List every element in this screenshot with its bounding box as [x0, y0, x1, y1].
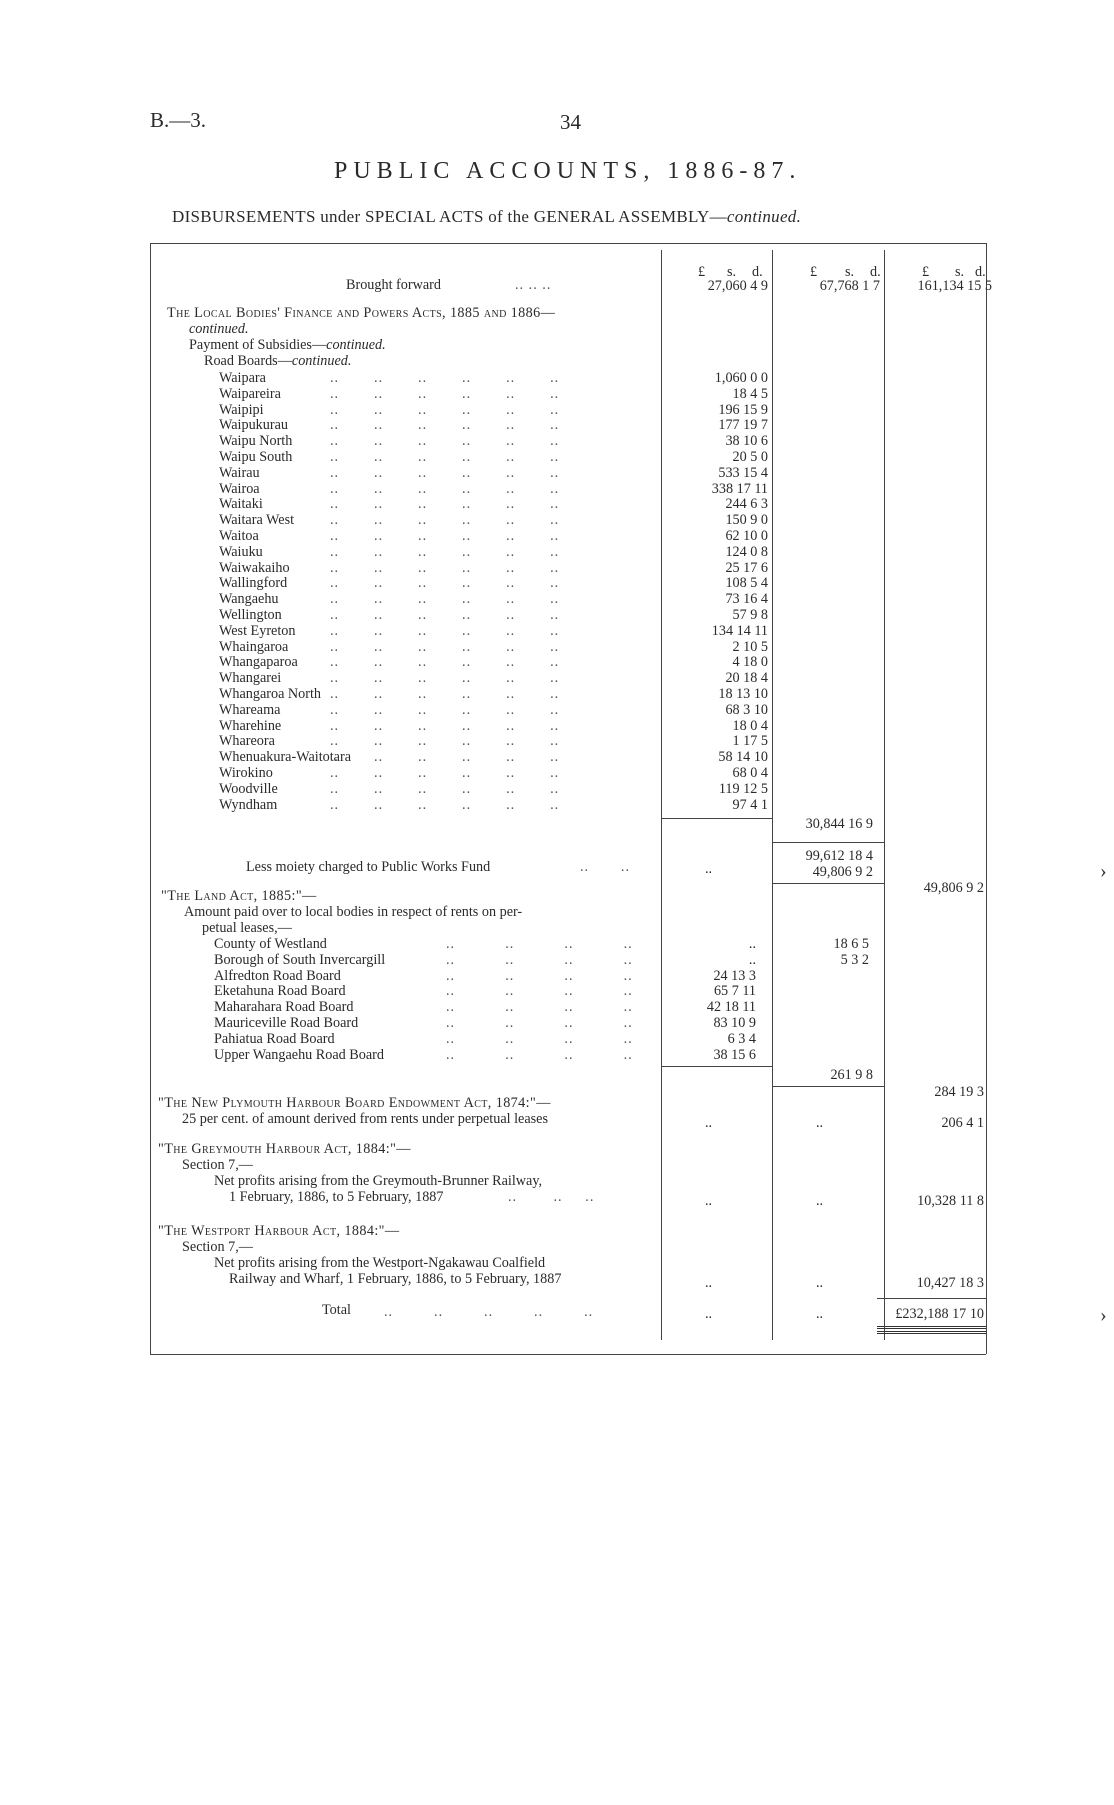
road-boards-total: 99,612 18 4 [805, 848, 873, 864]
leader-dots: .. .. .. .. [446, 999, 633, 1015]
road-board-name: West Eyreton [219, 623, 296, 639]
road-board-amount: 73 16 4 [725, 591, 768, 607]
road-board-name: Waiwakaiho [219, 560, 290, 576]
leader-dots: .. .. .. .. .. .. [330, 370, 560, 386]
road-board-name: Waitoa [219, 528, 259, 544]
greymouth-col2: .. [816, 1193, 824, 1209]
subtitle-main: DISBURSEMENTS under SPECIAL ACTS of the GENERAL ASSEMBLY— [172, 207, 727, 226]
leader-dots: .. .. .. .. .. .. [330, 686, 560, 702]
road-board-name: Wairau [219, 465, 260, 481]
local-bodies-net: 49,806 9 2 [923, 880, 984, 896]
road-board-name: Whaingaroa [219, 639, 289, 655]
leader-dots: .. .. .. .. .. .. [330, 733, 560, 749]
land-act-body-name: Pahiatua Road Board [214, 1031, 335, 1047]
leader-dots: .. .. .. .. .. .. [330, 449, 560, 465]
subtitle-continued: continued. [726, 207, 802, 226]
greymouth-desc-2: 1 February, 1886, to 5 February, 1887 [229, 1189, 444, 1205]
westport-desc-2: Railway and Wharf, 1 February, 1886, to 5 February, 1887 [229, 1271, 562, 1287]
road-board-amount: 38 10 6 [725, 433, 768, 449]
road-board-name: Wallingford [219, 575, 288, 591]
leader-dots: .. .. .. .. .. .. [330, 496, 560, 512]
road-boards-sum-rule [661, 818, 772, 819]
road-board-amount: 119 12 5 [718, 781, 768, 797]
land-act-col1: 38 15 6 [713, 1047, 756, 1063]
road-board-amount: 57 9 8 [732, 607, 768, 623]
page-subtitle [172, 207, 801, 227]
road-board-amount: 196 15 9 [718, 402, 768, 418]
road-board-name: Wangaehu [219, 591, 279, 607]
new-plymouth-desc: 25 per cent. of amount derived from rents under perpetual leases [182, 1111, 548, 1127]
new-plymouth-col1: .. [705, 1115, 713, 1131]
grand-total-col1: .. [705, 1306, 713, 1322]
leader-dots: .. .. .. .. .. .. [330, 402, 560, 418]
leader-dots: .. .. .. .. .. .. [330, 718, 560, 734]
road-board-name: Wairoa [219, 481, 260, 497]
land-act-body-name: County of Westland [214, 936, 327, 952]
land-act-total: 284 19 3 [934, 1084, 984, 1100]
land-act-body-name: Borough of South Invercargill [214, 952, 386, 968]
land-act-desc-1: Amount paid over to local bodies in respect of rents on per- [184, 904, 523, 920]
road-board-amount: 97 4 1 [732, 797, 768, 813]
payment-label: Payment of Subsidies— [189, 337, 327, 353]
leader-dots: .. .. .. .. .. .. [330, 765, 560, 781]
road-board-amount: 25 17 6 [725, 560, 768, 576]
road-boards-subtotal: 30,844 16 9 [805, 816, 873, 832]
road-board-amount: 18 13 10 [718, 686, 768, 702]
greymouth-desc-1: Net profits arising from the Greymouth-Brunner Railway, [214, 1173, 543, 1189]
leader-dots: .. .. .. .. [446, 968, 633, 984]
brought-forward-label: Brought forward [346, 277, 441, 293]
westport-section: Section 7,— [182, 1239, 253, 1255]
leader-dots: .. .. .. .. .. .. [330, 749, 560, 765]
road-board-amount: 124 0 8 [725, 544, 768, 560]
less-moiety-label: Less moiety charged to Public Works Fund [246, 859, 491, 875]
road-board-name: Waipareira [219, 386, 281, 402]
col1-shilling-header: s. [727, 264, 737, 280]
leader-dots: .. .. .. .. [446, 983, 633, 999]
road-board-name: Wellington [219, 607, 282, 623]
road-board-amount: 68 0 4 [732, 765, 768, 781]
less-moiety-dots: .. .. [580, 859, 631, 875]
col2-shilling-header: s. [845, 264, 855, 280]
land-act-total-rule [772, 1086, 884, 1087]
brought-forward-col1: 27,060 4 9 [707, 278, 768, 294]
road-boards-subheading [204, 353, 351, 369]
road-board-name: Whangarei [219, 670, 282, 686]
leader-dots: .. .. .. .. [446, 1015, 633, 1031]
leader-dots: .. .. .. .. .. .. [330, 623, 560, 639]
road-board-amount: 20 5 0 [732, 449, 768, 465]
net-rule [772, 883, 884, 884]
greymouth-col1: .. [705, 1193, 713, 1209]
leader-dots: .. .. .. .. .. .. [330, 575, 560, 591]
col2-pound-header: £ [810, 264, 818, 280]
road-board-name: Waipukurau [219, 417, 288, 433]
road-board-amount: 62 10 0 [725, 528, 768, 544]
road-board-amount: 2 10 5 [732, 639, 768, 655]
land-act-col1: .. [748, 936, 756, 952]
road-board-amount: 20 18 4 [725, 670, 768, 686]
road-board-name: Whareama [219, 702, 281, 718]
road-board-name: Waipara [219, 370, 266, 386]
road-board-amount: 150 9 0 [725, 512, 768, 528]
less-moiety-col1-blank: .. [705, 861, 713, 877]
col1-pound-header: £ [698, 264, 706, 280]
road-board-name: Wyndham [219, 797, 278, 813]
brought-forward-col2: 67,768 1 7 [819, 278, 880, 294]
col3-rule [884, 250, 885, 1340]
road-board-amount: 18 4 5 [732, 386, 768, 402]
road-board-amount: 58 14 10 [718, 749, 768, 765]
greymouth-amount: 10,328 11 8 [917, 1193, 984, 1209]
land-act-col2: 18 6 5 [833, 936, 869, 952]
road-board-name: Whangaparoa [219, 654, 298, 670]
leader-dots: .. .. .. .. .. .. [330, 512, 560, 528]
land-act-col1: 65 7 11 [713, 983, 756, 999]
page-number: 34 [560, 110, 581, 134]
less-moiety-rule [772, 842, 884, 843]
land-act-sum-rule [661, 1066, 772, 1067]
land-act-col1: 42 18 11 [706, 999, 756, 1015]
grand-total-col2: .. [816, 1306, 824, 1322]
westport-desc-1: Net profits arising from the Westport-Ngakawau Coalfield [214, 1255, 546, 1271]
road-board-amount: 244 6 3 [725, 496, 768, 512]
road-boards-label: Road Boards— [204, 353, 292, 369]
land-act-body-name: Mauriceville Road Board [214, 1015, 359, 1031]
leader-dots: .. .. .. .. .. .. [330, 528, 560, 544]
local-bodies-heading: The Local Bodies' Finance and Powers Acts, 1885 and 1886— [167, 305, 556, 321]
land-act-col1: 83 10 9 [713, 1015, 756, 1031]
land-act-body-name: Eketahuna Road Board [214, 983, 346, 999]
leader-dots: .. .. .. .. .. .. [330, 607, 560, 623]
road-board-amount: 68 3 10 [725, 702, 768, 718]
road-board-name: Waiuku [219, 544, 263, 560]
leader-dots: .. .. .. .. [446, 952, 633, 968]
col3-pence-header: d. [975, 264, 986, 280]
westport-heading: "The Westport Harbour Act, 1884:"— [158, 1223, 400, 1239]
margin-mark-1: › [1100, 860, 1107, 882]
leader-dots: .. .. .. .. .. .. [330, 781, 560, 797]
col2-rule [772, 250, 773, 1340]
leader-dots: .. .. .. .. .. .. [330, 702, 560, 718]
leader-dots: .. .. .. .. [446, 1047, 633, 1063]
margin-mark-2: › [1100, 1304, 1107, 1326]
road-board-amount: 1,060 0 0 [714, 370, 768, 386]
leader-dots: .. .. .. .. .. .. [330, 670, 560, 686]
col3-shilling-header: s. [955, 264, 965, 280]
road-boards-continued: continued. [291, 353, 352, 369]
westport-col2: .. [816, 1275, 824, 1291]
land-act-col1: .. [748, 952, 756, 968]
grand-total-double-rule [877, 1326, 986, 1329]
land-act-body-name: Upper Wangaehu Road Board [214, 1047, 384, 1063]
leader-dots: .. .. .. .. .. .. [330, 654, 560, 670]
less-moiety-amount: 49,806 9 2 [812, 864, 873, 880]
leader-dots: .. .. .. .. .. .. [330, 591, 560, 607]
new-plymouth-heading: "The New Plymouth Harbour Board Endowment Act, 1874:"— [158, 1095, 551, 1111]
grand-total-dots: .. .. .. .. .. [384, 1304, 594, 1320]
new-plymouth-col2: .. [816, 1115, 824, 1131]
road-board-amount: 338 17 11 [711, 481, 768, 497]
land-act-col1: 24 13 3 [713, 968, 756, 984]
new-plymouth-amount: 206 4 1 [941, 1115, 984, 1131]
road-board-amount: 18 0 4 [732, 718, 768, 734]
local-bodies-continued: continued. [189, 321, 249, 337]
leader-dots: .. .. .. .. .. .. [330, 465, 560, 481]
land-act-body-name: Alfredton Road Board [214, 968, 341, 984]
grand-total-label: Total [322, 1302, 351, 1318]
road-board-amount: 4 18 0 [732, 654, 768, 670]
land-act-col1: 6 3 4 [727, 1031, 756, 1047]
road-board-amount: 533 15 4 [718, 465, 768, 481]
leader-dots: .. .. .. .. .. .. [330, 639, 560, 655]
leader-dots: .. .. .. .. .. .. [330, 386, 560, 402]
greymouth-dots: .. .. .. [508, 1189, 595, 1205]
table-right-rule [986, 243, 987, 1354]
payment-of-subsidies [189, 337, 386, 353]
brought-forward-col3: 161,134 15 5 [917, 278, 992, 294]
grand-total-amount: £232,188 17 10 [895, 1306, 984, 1322]
grand-total-double-rule-2 [877, 1331, 986, 1334]
land-act-col2: 5 3 2 [840, 952, 869, 968]
road-board-amount: 1 17 5 [732, 733, 768, 749]
road-board-amount: 108 5 4 [725, 575, 768, 591]
leader-dots: .. .. .. .. .. .. [330, 433, 560, 449]
brought-forward-dots: .. .. .. [515, 277, 552, 293]
col3-pound-header: £ [922, 264, 930, 280]
leader-dots: .. .. .. .. .. .. [330, 544, 560, 560]
greymouth-section: Section 7,— [182, 1157, 253, 1173]
table-bottom-rule [150, 1354, 986, 1355]
land-act-heading: "The Land Act, 1885:"— [161, 888, 317, 904]
land-act-desc-2: petual leases,— [202, 920, 292, 936]
road-board-name: Woodville [219, 781, 278, 797]
page-title: PUBLIC ACCOUNTS, 1886-87. [334, 158, 802, 184]
grand-total-top-rule [877, 1298, 986, 1299]
westport-amount: 10,427 18 3 [916, 1275, 984, 1291]
leader-dots: .. .. .. .. .. .. [330, 417, 560, 433]
road-board-name: Whangaroa North [219, 686, 322, 702]
road-board-name: Wirokino [219, 765, 273, 781]
leader-dots: .. .. .. .. .. .. [330, 560, 560, 576]
leader-dots: .. .. .. .. [446, 1031, 633, 1047]
road-board-name: Whareora [219, 733, 275, 749]
leader-dots: .. .. .. .. [446, 936, 633, 952]
col1-pence-header: d. [752, 264, 763, 280]
leader-dots: .. .. .. .. .. .. [330, 797, 560, 813]
road-board-amount: 134 14 11 [711, 623, 768, 639]
greymouth-heading: "The Greymouth Harbour Act, 1884:"— [158, 1141, 411, 1157]
road-board-name: Whenuakura-Waitotara [219, 749, 351, 765]
road-board-name: Waitara West [219, 512, 295, 528]
table-top-rule [150, 243, 986, 244]
document-reference: B.—3. [150, 108, 207, 132]
westport-col1: .. [705, 1275, 713, 1291]
road-board-name: Wharehine [219, 718, 282, 734]
land-act-subtotal: 261 9 8 [830, 1067, 873, 1083]
road-board-name: Waitaki [219, 496, 263, 512]
road-board-name: Waipu South [219, 449, 293, 465]
leader-dots: .. .. .. .. .. .. [330, 481, 560, 497]
land-act-body-name: Maharahara Road Board [214, 999, 354, 1015]
col2-pence-header: d. [870, 264, 881, 280]
payment-continued: continued. [326, 337, 386, 353]
road-board-amount: 177 19 7 [718, 417, 768, 433]
road-board-name: Waipipi [219, 402, 264, 418]
table-left-rule [150, 243, 151, 1354]
road-board-name: Waipu North [219, 433, 293, 449]
